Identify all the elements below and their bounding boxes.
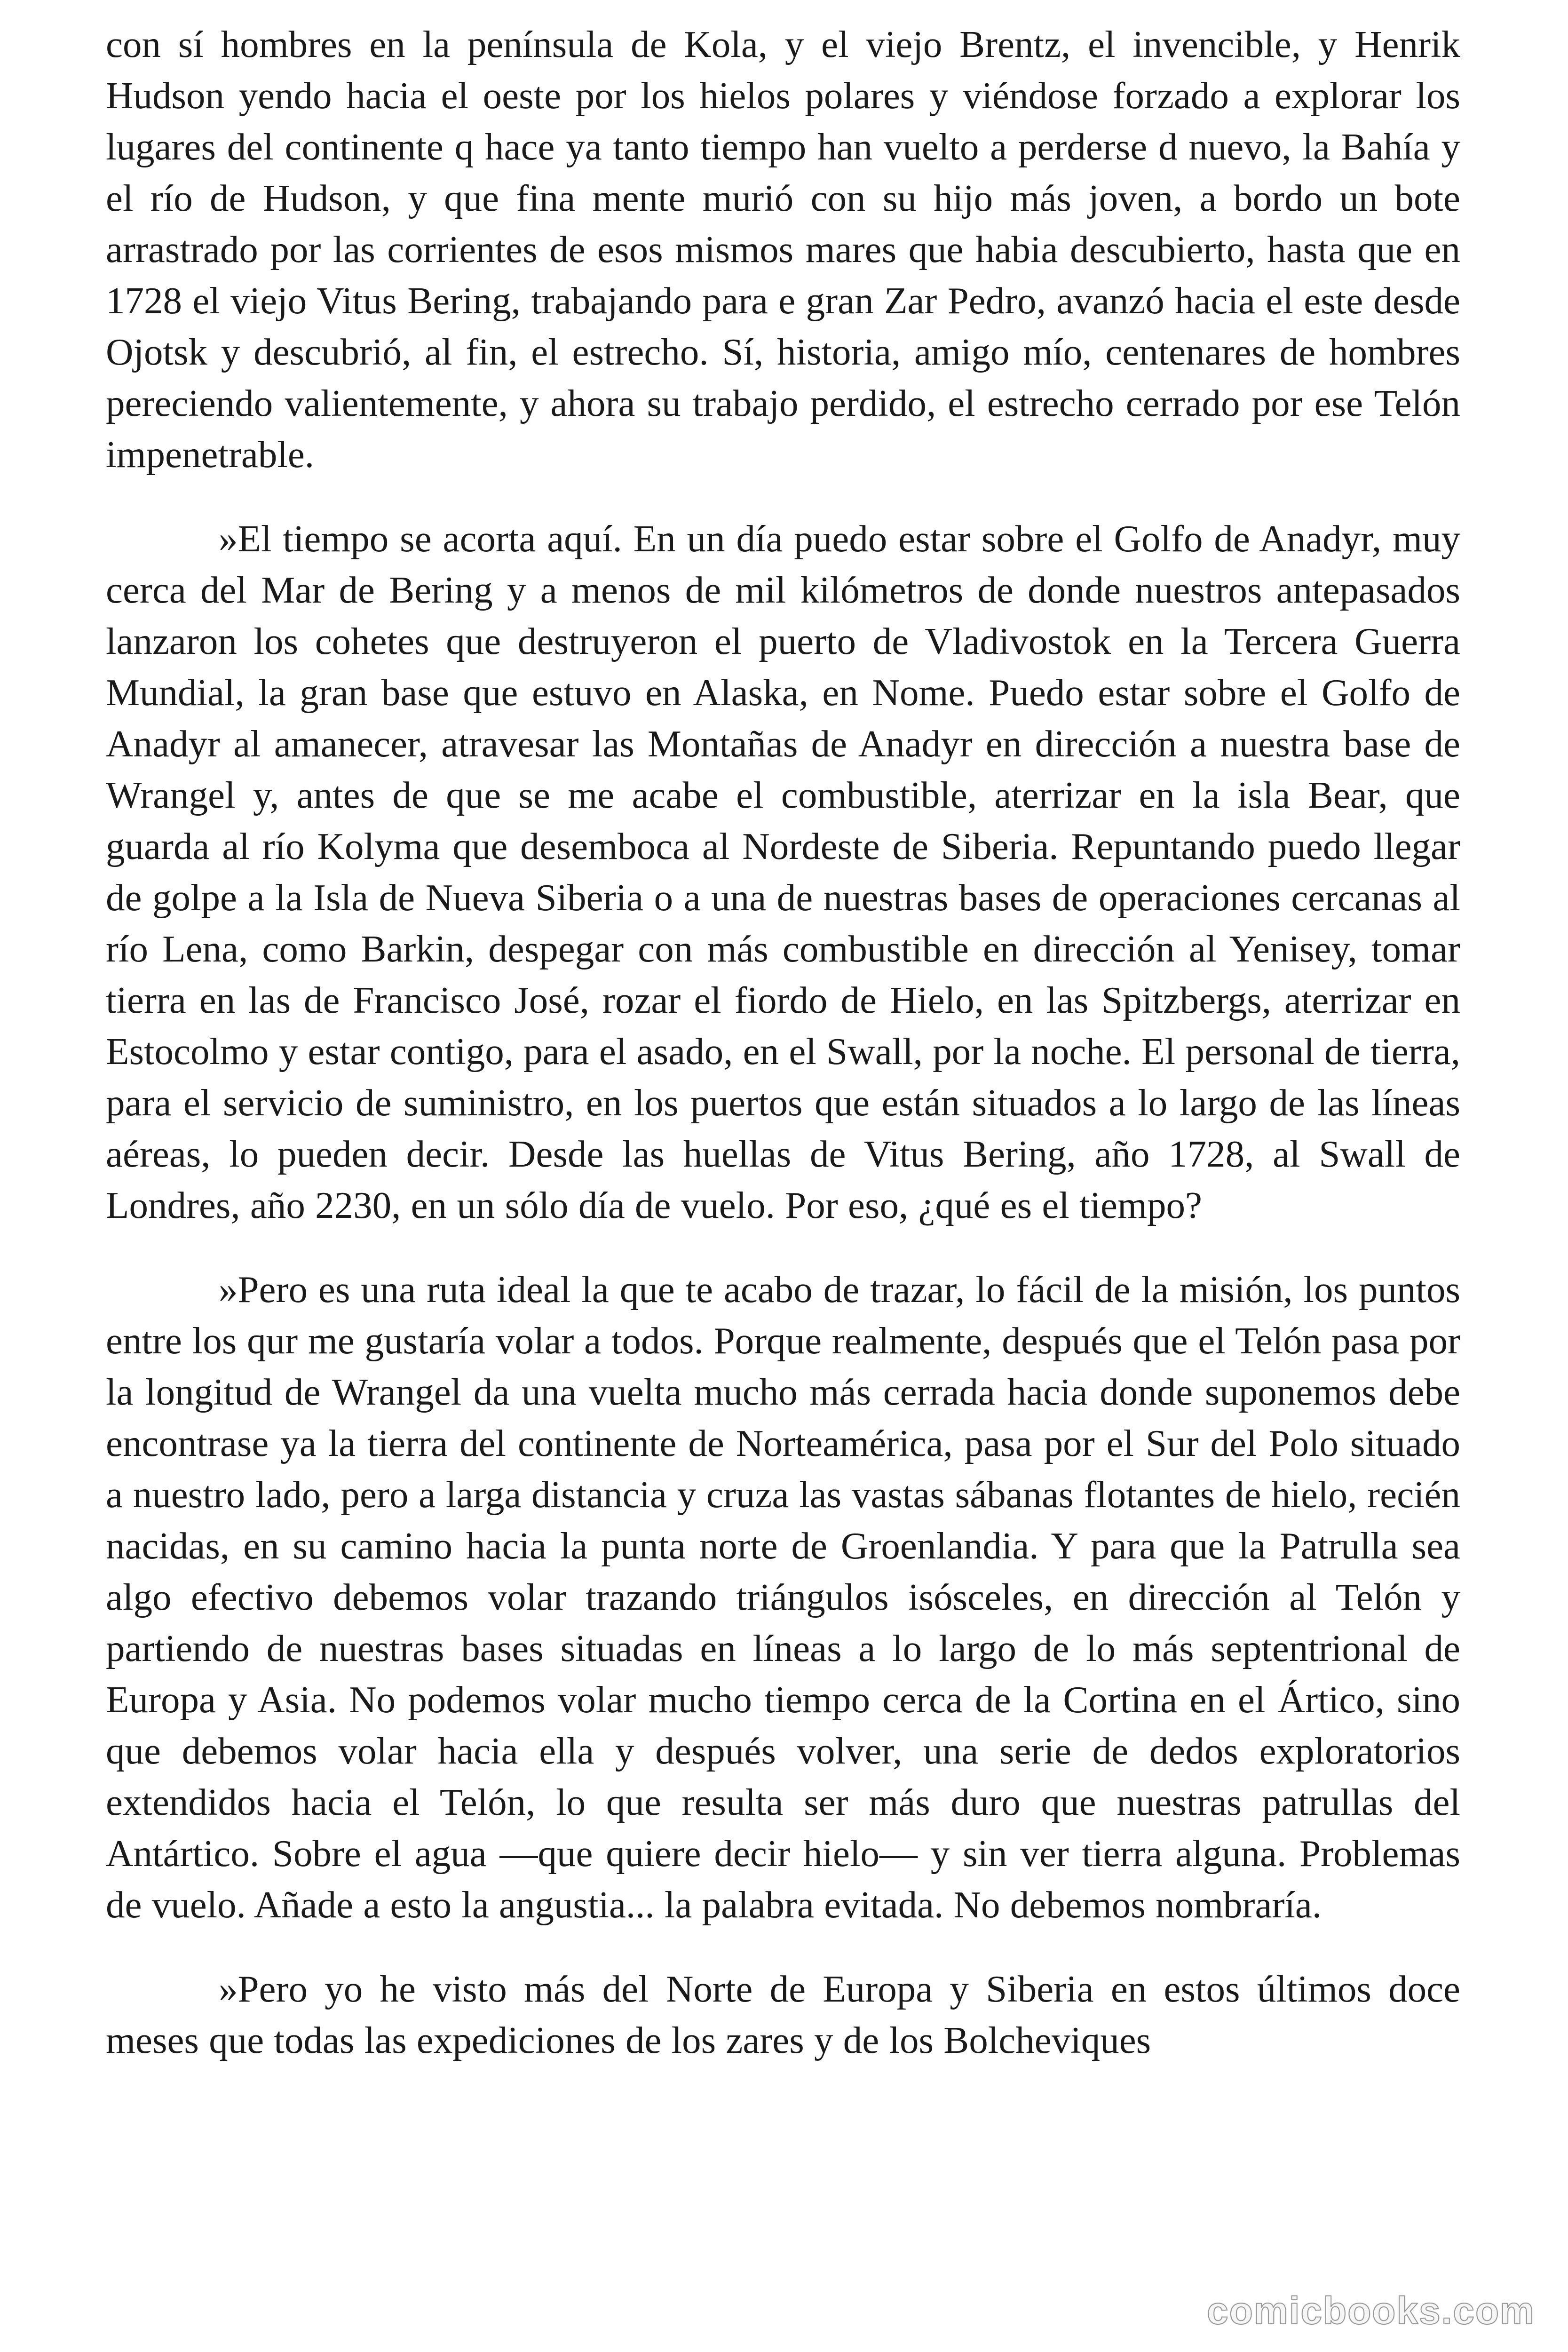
watermark-logo: comicbooks.com — [1207, 2289, 1535, 2332]
paragraph-1: con sí hombres en la península de Kola, y el viejo Brentz, el invencible, y Henrik Hudson yendo hacia el oeste por los hielos polares y viéndose forzado a explorar los lugares del continente q hace ya tanto tiempo han vuelto a perderse d nuevo, la Bahía y el río de Hudson, y que fina mente murió con su hijo más joven, a bordo un bote arrastrado por las corrientes de esos mismos mares que habia descubierto, hasta que en 1728 el viejo Vitus Bering, trabajando para e gran Zar Pedro, avanzó hacia el este desde Ojotsk y descubrió, al fin, el estrecho. Sí, historia, amigo mío, centenares de hombres pereciendo valientemente, y ahora su trabajo perdido, el estrecho cerrado por ese Telón impenetrable. — [106, 23, 1460, 476]
paragraph-2: »El tiempo se acorta aquí. En un día puedo estar sobre el Golfo de Anadyr, muy cerca del Mar de Bering y a menos de mil kilómetros de donde nuestros antepasados lanzaron los cohetes que destruyeron el puerto de Vladivostok en la Tercera Guerra Mundial, la gran base que estuvo en Alaska, en Nome. Puedo estar sobre el Golfo de Anadyr al amanecer, atravesar las Montañas de Anadyr en dirección a nuestra base de Wrangel y, antes de que se me acabe el combustible, aterrizar en la isla Bear, que guarda al río Kolyma que desemboca al Nordeste de Siberia. Repuntando puedo llegar de golpe a la Isla de Nueva Siberia o a una de nuestras bases de operaciones cercanas al río Lena, como Barkin, despegar con más combustible en dirección al Yenisey, tomar tierra en las de Francisco José, rozar el fiordo de Hielo, en las Spitzbergs, aterrizar en Estocolmo y estar contigo, para el asado, en el Swall, por la noche. El personal de tierra, para el servicio de suministro, en los puertos que están situados a lo largo de las líneas aéreas, lo pueden decir. Desde las huellas de Vitus Bering, año 1728, al Swall de Londres, año 2230, en un sólo día de vuelo. Por eso, ¿qué es el tiempo? — [106, 517, 1460, 1226]
document-page — [106, 19, 1460, 2066]
paragraph-4: »Pero yo he visto más del Norte de Europa y Siberia en estos últimos doce meses que todas las expediciones de los zares y de los Bolcheviques — [106, 1968, 1460, 2061]
paragraph-3: »Pero es una ruta ideal la que te acabo de trazar, lo fácil de la misión, los puntos entre los qur me gustaría volar a todos. Porque realmente, después que el Telón pasa por la longitud de Wrangel da una vuelta mucho más cerrada hacia donde suponemos debe encontrase ya la tierra del continente de Norteamérica, pasa por el Sur del Polo situado a nuestro lado, pero a larga distancia y cruza las vastas sábanas flotantes de hielo, recién nacidas, en su camino hacia la punta norte de Groenlandia. Y para que la Patrulla sea algo efectivo debemos volar trazando triángulos isósceles, en dirección al Telón y partiendo de nuestras bases situadas en líneas a lo largo de lo más septentrional de Europa y Asia. No podemos volar mucho tiempo cerca de la Cortina en el Ártico, sino que debemos volar hacia ella y después volver, una serie de dedos exploratorios extendidos hacia el Telón, lo que resulta ser más duro que nuestras patrullas del Antártico. Sobre el agua —que quiere decir hielo— y sin ver tierra alguna. Problemas de vuelo. Añade a esto la angustia... la palabra evitada. No debemos nombraría. — [106, 1268, 1460, 1926]
paragraph-gap — [106, 1231, 1460, 1264]
paragraph-gap — [106, 480, 1460, 513]
paragraph-gap — [106, 1931, 1460, 1963]
